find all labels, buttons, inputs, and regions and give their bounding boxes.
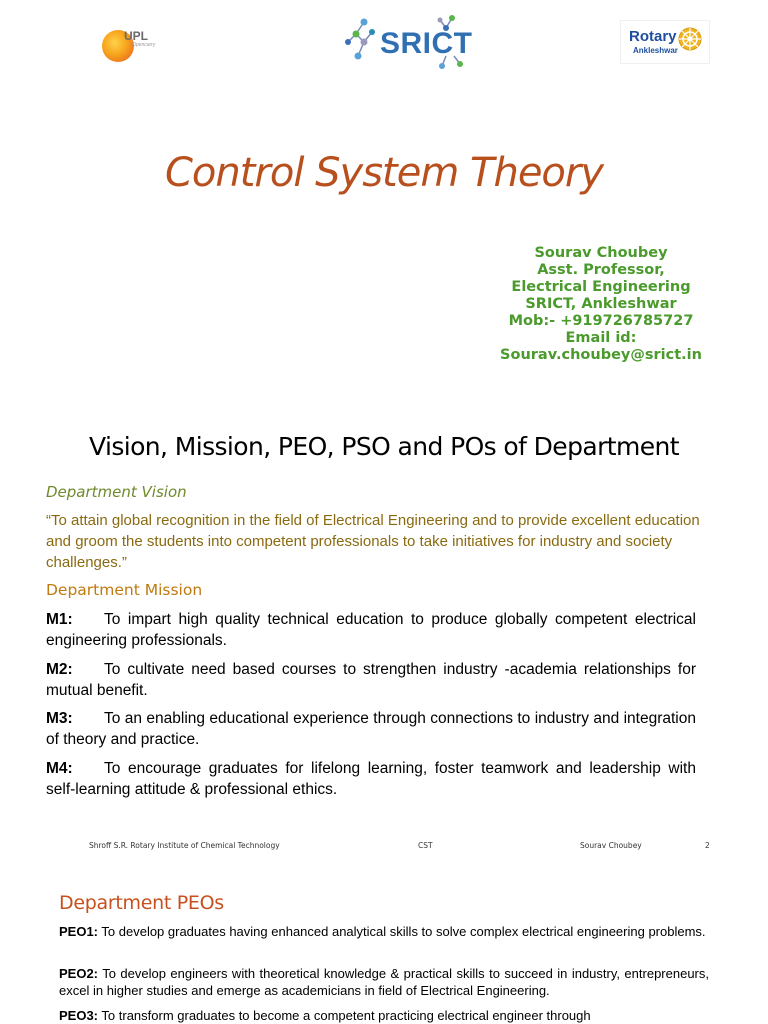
mission-label: M1: [46, 611, 73, 628]
peo-label: PEO2: [59, 966, 99, 981]
mission-text: To impart high quality technical education to produce globally competent electrical engineering professionals. [46, 611, 696, 649]
author-department: Electrical Engineering [511, 279, 691, 295]
vision-heading: Department Vision [46, 483, 187, 501]
mission-label: M4: [46, 760, 73, 777]
author-block [470, 245, 732, 364]
author-name: Sourav Choubey [534, 245, 668, 261]
mission-item [46, 659, 696, 701]
footer-page-number: 2 [705, 841, 710, 850]
slide-title: Vision, Mission, PEO, PSO and POs of Department [89, 432, 679, 461]
peo-text: To develop graduates having enhanced analytical skills to solve complex electrical engineering problems. [101, 924, 706, 939]
footer-institute: Shroff S.R. Rotary Institute of Chemical Technology [89, 841, 280, 850]
author-email: Email id: Sourav.choubey@srict.in [500, 330, 702, 363]
author-designation: Asst. Professor, [537, 262, 665, 278]
author-institute: SRICT, Ankleshwar [525, 296, 677, 312]
rotary-wheel-icon [677, 26, 703, 52]
mission-heading: Department Mission [46, 581, 203, 599]
mission-text: To an enabling educational experience through connections to industry and integration of theory and practice. [46, 710, 696, 748]
peo-item [59, 965, 709, 999]
footer-author: Sourav Choubey [580, 841, 642, 850]
peo-label: PEO3: [59, 1008, 99, 1023]
mission-item [46, 708, 696, 750]
vision-mission-slide [0, 400, 768, 850]
rotary-logo-text: Rotary [629, 28, 677, 45]
upl-logo [102, 28, 162, 64]
peo-item [59, 923, 709, 940]
mission-text: To encourage graduates for lifelong learning, foster teamwork and leadership with self-learning attitude & professional ethics. [46, 760, 696, 798]
vision-text: “To attain global recognition in the field of Electrical Engineering and to provide excellent education and groom the students into competent professionals to take initiatives for industry and society challenges.” [46, 512, 700, 571]
mission-text: To cultivate need based courses to strengthen industry -academia relationships for mutual benefit. [46, 661, 696, 699]
srict-logo-text: SRICT [380, 27, 473, 60]
peo-label: PEO1: [59, 924, 99, 939]
footer-course: CST [418, 841, 433, 850]
rotary-logo-subtext: Ankleshwar [633, 46, 678, 55]
peo-item [59, 1007, 709, 1024]
mission-label: M2: [46, 661, 73, 678]
presentation-title: Control System Theory [164, 150, 604, 196]
author-mobile: Mob:- +919726785727 [508, 313, 694, 329]
upl-logo-text: UPL [124, 29, 148, 43]
mission-item [46, 609, 696, 651]
peo-text: To transform graduates to become a competent practicing electrical engineer through [101, 1008, 591, 1023]
peo-heading: Department PEOs [59, 892, 224, 914]
srict-logo [342, 12, 476, 70]
peo-text: To develop engineers with theoretical knowledge & practical skills to succeed in industry, entrepreneurs, excel in higher studies and emerge as academicians in field of Electrical Engineering. [59, 966, 709, 998]
upl-logo-subtext: Opencarry [132, 42, 156, 48]
mission-label: M3: [46, 710, 73, 727]
title-slide [0, 0, 768, 400]
mission-item [46, 758, 696, 800]
rotary-logo [620, 20, 710, 64]
peo-slide [0, 860, 768, 1024]
